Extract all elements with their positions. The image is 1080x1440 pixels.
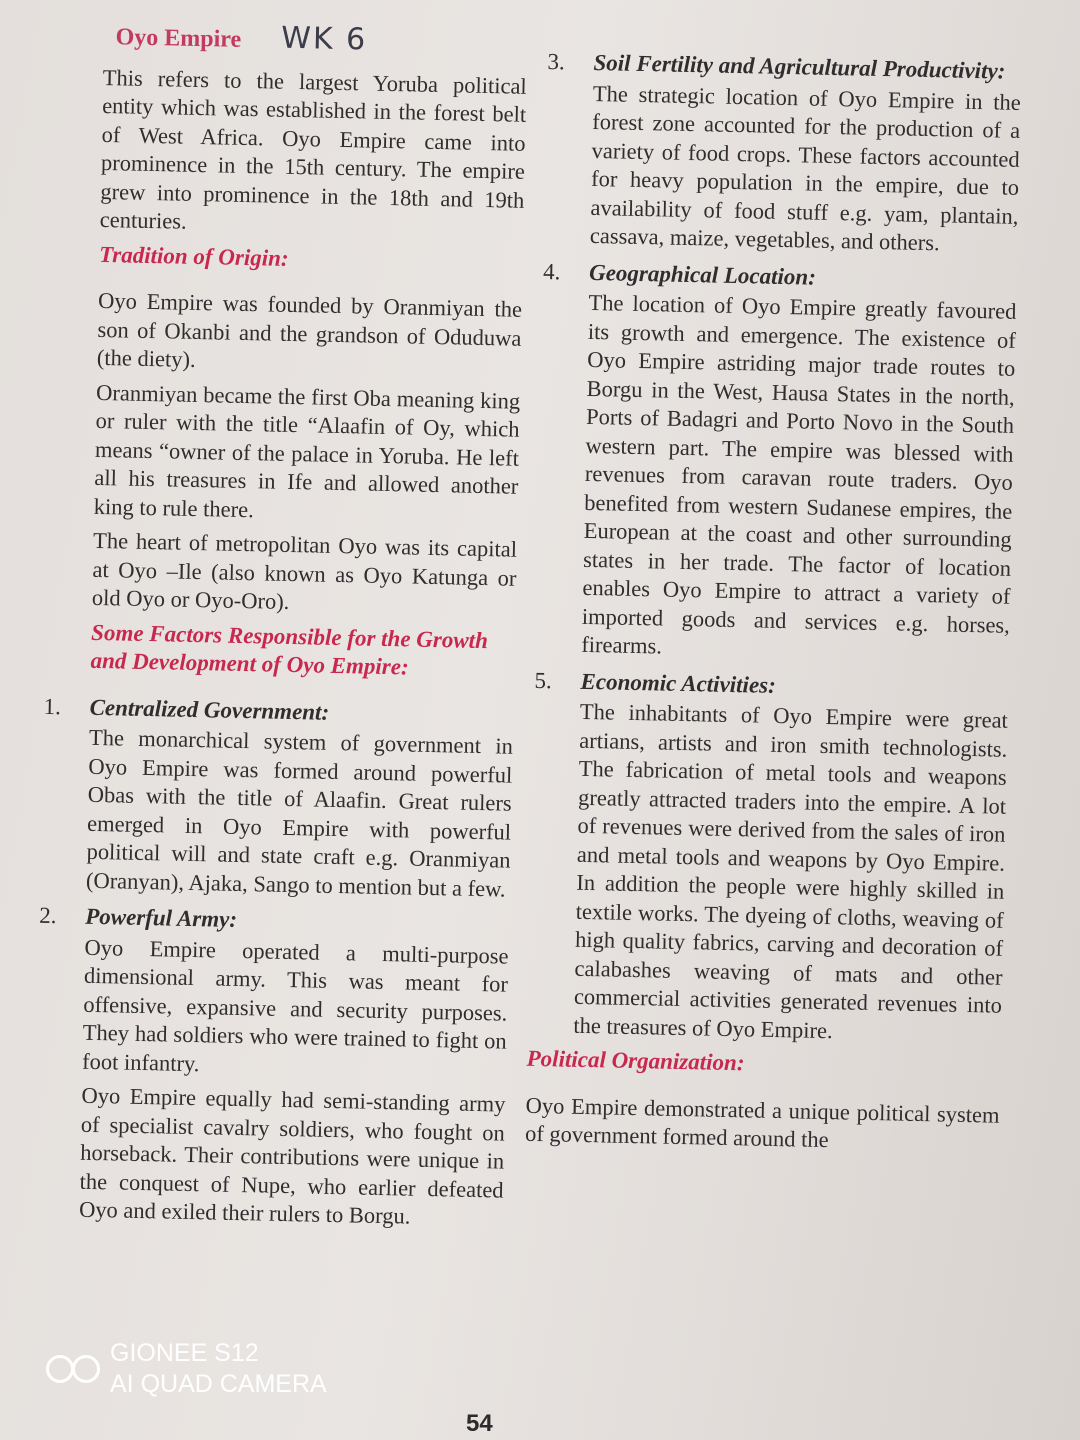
page-number: 54 — [466, 1410, 493, 1437]
item-3-body: The strategic location of Oyo Empire in the forest zone accounted for the production of a variety of food crops. These factors accounted for heavy population in the empire, due to availability of food stuff e.g. yam, plantain, cassava, maize, vegetables, and others. — [589, 80, 1022, 256]
item-2-body-2: Oyo Empire equally had semi-standing army of specialist cavalry soldiers, who fought on horseback. Their contributions were unique in the conquest of Nupe, who earlier defeated Oyo and exiled their rulers to Borgu. — [78, 1082, 506, 1229]
item-1-number: 1. — [43, 693, 62, 719]
item-2-number: 2. — [38, 902, 57, 929]
item-3-number: 3. — [547, 48, 566, 75]
political-heading: Political Organization: — [526, 1045, 745, 1076]
item-2-title: Powerful Army: — [84, 903, 238, 932]
title-row — [115, 21, 528, 60]
item-4-body: The location of Oyo Empire greatly favoured its growth and emergence. The existence of Oyo Empire astriding major trade routes to Borgu in the West, Hausa States in the north, Ports of Badagri and Porto Novo in the South western part. The empire was blessed with revenues from caravan route traders. Oyo benefited from western Sudanese empires, the European at the coast and other surrounding states in her trade. The factor of location enables Oyo Empire to attract a variety of imported goods and services e.g. horses, firearms. — [581, 289, 1017, 659]
item-5-number: 5. — [534, 667, 553, 693]
item-3-title: Soil Fertility and Agricultural Productivity: — [593, 49, 1006, 84]
political-body: Oyo Empire demonstrated a unique political system of government formed around the — [524, 1092, 1000, 1153]
intro-paragraph: This refers to the largest Yoruba political entity which was established in the forest belt of West Africa. Oyo Empire came into prominence in the 15th century. The empire grew into prominence in the 18th and 19th centuries. — [99, 64, 527, 234]
right-column — [525, 40, 1022, 1164]
tradition-paragraph-2: Oranmiyan became the first Oba meaning king or ruler with the title “Alaafin of Oy, which means “owner of the palace in Yoruba. He left all his treasures in Ife and allowed another king to rule there. — [93, 379, 521, 522]
item-1-title: Centralized Government: — [89, 694, 330, 725]
camera-logo-icon — [46, 1355, 100, 1383]
item-4-title: Geographical Location: — [588, 259, 817, 290]
tradition-paragraph-1: Oyo Empire was founded by Oranmiyan the son of Okanbi and the grandson of Oduduwa (the diety). — [96, 287, 523, 372]
watermark-text — [110, 1338, 327, 1400]
tradition-heading: Tradition of Origin: — [98, 241, 289, 271]
item-5-title: Economic Activities: — [580, 668, 777, 698]
page-title: Oyo Empire — [115, 24, 242, 53]
left-column — [33, 20, 528, 1239]
camera-watermark — [46, 1338, 327, 1400]
item-2-body-1: Oyo Empire operated a multi-purpose dimensional army. This was meant for offensive, expansive and security purposes. They had soldiers who were trained to fight on foot infantry. — [81, 934, 509, 1076]
item-4-number: 4. — [542, 258, 561, 284]
factors-heading: Some Factors Responsible for the Growth and Development of Oyo Empire: — [90, 619, 489, 680]
tradition-paragraph-3: The heart of metropolitan Oyo was its capital at Oyo –Ile (also known as Oyo Katunga or old Oyo or Oyo-Oro). — [91, 527, 518, 614]
watermark-line-1: GIONEE S12 — [110, 1339, 259, 1367]
item-1-body: The monarchical system of government in Oyo Empire was formed around powerful Obas with the title of Alaafin. Great rulers emerged in Oyo Empire with powerful political will and state craft e.g. Oranmiyan (Oranyan), Ajaka, Sango to mention but a few. — [85, 724, 514, 902]
item-5-body: The inhabitants of Oyo Empire were great artians, artists and iron smith technologists. The fabrication of metal tools and weapons greatly attracted traders into the empire. A lot of revenues were derived from the sales of iron and metal tools and weapons by Oyo Empire. In addition the people were highly skilled in textile works. The dyeing of cloths, weaving of high quality fabrics, carving and decoration of calabashes weaving of mats and other commercial activities generated revenues into the treasures of Oyo Empire. — [573, 698, 1009, 1043]
watermark-line-2: AI QUAD CAMERA — [110, 1370, 327, 1398]
handwritten-note: WK 6 — [280, 20, 368, 58]
